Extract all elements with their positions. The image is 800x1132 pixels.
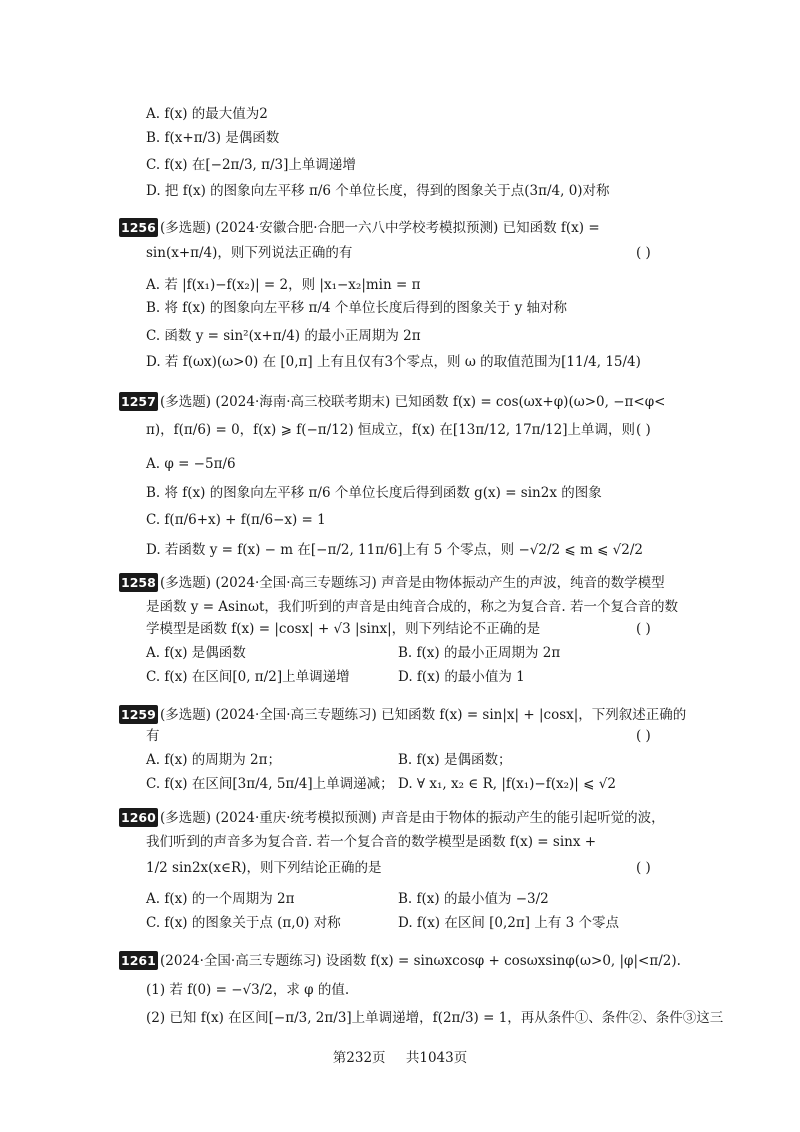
page-total: 共1043页: [405, 1050, 468, 1066]
question-number-badge: 1261: [121, 953, 156, 968]
answer-paren: ( ): [636, 728, 651, 744]
question-text-line: 1/2 sin2x(x∈R)，则下列结论正确的是: [146, 860, 382, 876]
option-b: B. 将 f(x) 的图象向左平移 π/4 个单位长度后得到的图象关于 y 轴对称: [146, 300, 568, 316]
answer-paren: ( ): [636, 621, 651, 637]
question-text-line: 我们听到的声音多为复合音. 若一个复合音的数学模型是函数 f(x) = sinx +: [146, 834, 597, 850]
page-footer: [0, 1048, 800, 1068]
question-number-badge: 1256: [121, 220, 156, 235]
option-d: D. 把 f(x) 的图象向左平移 π/6 个单位长度，得到的图象关于点(3π/4, 0)对称: [146, 183, 610, 199]
option-b: B. 将 f(x) 的图象向左平移 π/6 个单位长度后得到函数 g(x) = sin2x 的图象: [146, 485, 602, 501]
question-text-line: (多选题) (2024·海南·高三校联考期末) 已知函数 f(x) = cos(ωx+φ)(ω>0, −π<φ<: [160, 394, 666, 410]
option-a: A. f(x) 是偶函数: [146, 645, 246, 661]
question-number-badge: 1257: [121, 394, 156, 409]
page-number: 第232页: [332, 1050, 386, 1066]
question-text-line: 学模型是函数 f(x) = |cosx| + √3 |sinx|，则下列结论不正确的是: [146, 621, 541, 637]
question-text-line: (多选题) (2024·重庆·统考模拟预测) 声音是由于物体的振动产生的能引起听觉的波，: [160, 810, 665, 826]
option-a: A. f(x) 的周期为 2π；: [146, 752, 282, 768]
option-c: C. f(x) 在[−2π/3, π/3]上单调递增: [146, 157, 356, 173]
question-text-line: (1) 若 f(0) = −√3/2，求 φ 的值.: [146, 982, 350, 998]
option-d: D. 若函数 y = f(x) − m 在[−π/2, 11π/6]上有 5 个零点，则 −√2/2 ⩽ m ⩽ √2/2: [146, 542, 644, 558]
answer-paren: ( ): [636, 860, 651, 876]
option-a: A. f(x) 的最大值为2: [146, 106, 268, 122]
question-text-line: 有: [146, 728, 160, 744]
option-b: B. f(x) 的最小值为 −3/2: [398, 891, 549, 907]
question-text-line: 是函数 y = Asinωt，我们听到的声音是由纯音合成的，称之为复合音. 若一个复合音的数: [146, 599, 679, 615]
option-c: C. f(x) 在区间[3π/4, 5π/4]上单调递减；: [146, 776, 394, 792]
question-text-line: (2024·全国·高三专题练习) 设函数 f(x) = sinωxcosφ + cosωxsinφ(ω>0, |φ|<π/2).: [160, 953, 681, 969]
question-number-badge: 1258: [121, 575, 156, 590]
option-a: A. f(x) 的一个周期为 2π: [146, 891, 295, 907]
question-text-line: (多选题) (2024·全国·高三专题练习) 已知函数 f(x) = sin|x| + |cosx|，下列叙述正确的: [160, 707, 687, 723]
answer-paren: ( ): [636, 245, 651, 261]
option-d: D. f(x) 的最小值为 1: [398, 669, 525, 685]
question-text-line: (多选题) (2024·全国·高三专题练习) 声音是由物体振动产生的声波，纯音的数学模型: [160, 575, 665, 591]
option-c: C. 函数 y = sin²(x+π/4) 的最小正周期为 2π: [146, 328, 421, 344]
option-b: B. f(x) 是偶函数；: [398, 752, 512, 768]
option-c: C. f(x) 的图象关于点 (π,0) 对称: [146, 915, 341, 931]
question-number-badge: 1259: [121, 707, 156, 722]
option-b: B. f(x) 的最小正周期为 2π: [398, 645, 561, 661]
option-d: D. f(x) 在区间 [0,2π] 上有 3 个零点: [398, 915, 619, 931]
option-d: D. 若 f(ωx)(ω>0) 在 [0,π] 上有且仅有3个零点，则 ω 的取值范围为[11/4, 15/4): [146, 354, 641, 370]
question-text-line: (2) 已知 f(x) 在区间[−π/3, 2π/3]上单调递增，f(2π/3) = 1，再从条件①、条件②、条件③这三: [146, 1010, 724, 1026]
question-text-line: sin(x+π/4)，则下列说法正确的有: [146, 245, 353, 261]
answer-paren: ( ): [636, 422, 651, 438]
option-b: B. f(x+π/3) 是偶函数: [146, 130, 280, 146]
option-a: A. 若 |f(x₁)−f(x₂)| = 2，则 |x₁−x₂|min = π: [146, 277, 421, 293]
option-c: C. f(x) 在区间[0, π/2]上单调递增: [146, 669, 350, 685]
question-text-line: (多选题) (2024·安徽合肥·合肥一六八中学校考模拟预测) 已知函数 f(x) =: [160, 220, 600, 236]
question-number-badge: 1260: [121, 810, 156, 825]
option-d: D. ∀ x₁, x₂ ∈ R, |f(x₁)−f(x₂)| ⩽ √2: [398, 776, 616, 792]
question-text-line: π)，f(π/6) = 0，f(x) ⩾ f(−π/12) 恒成立，f(x) 在[13π/12, 17π/12]上单调，则: [146, 422, 636, 438]
option-a: A. φ = −5π/6: [146, 456, 236, 472]
option-c: C. f(π/6+x) + f(π/6−x) = 1: [146, 512, 326, 528]
